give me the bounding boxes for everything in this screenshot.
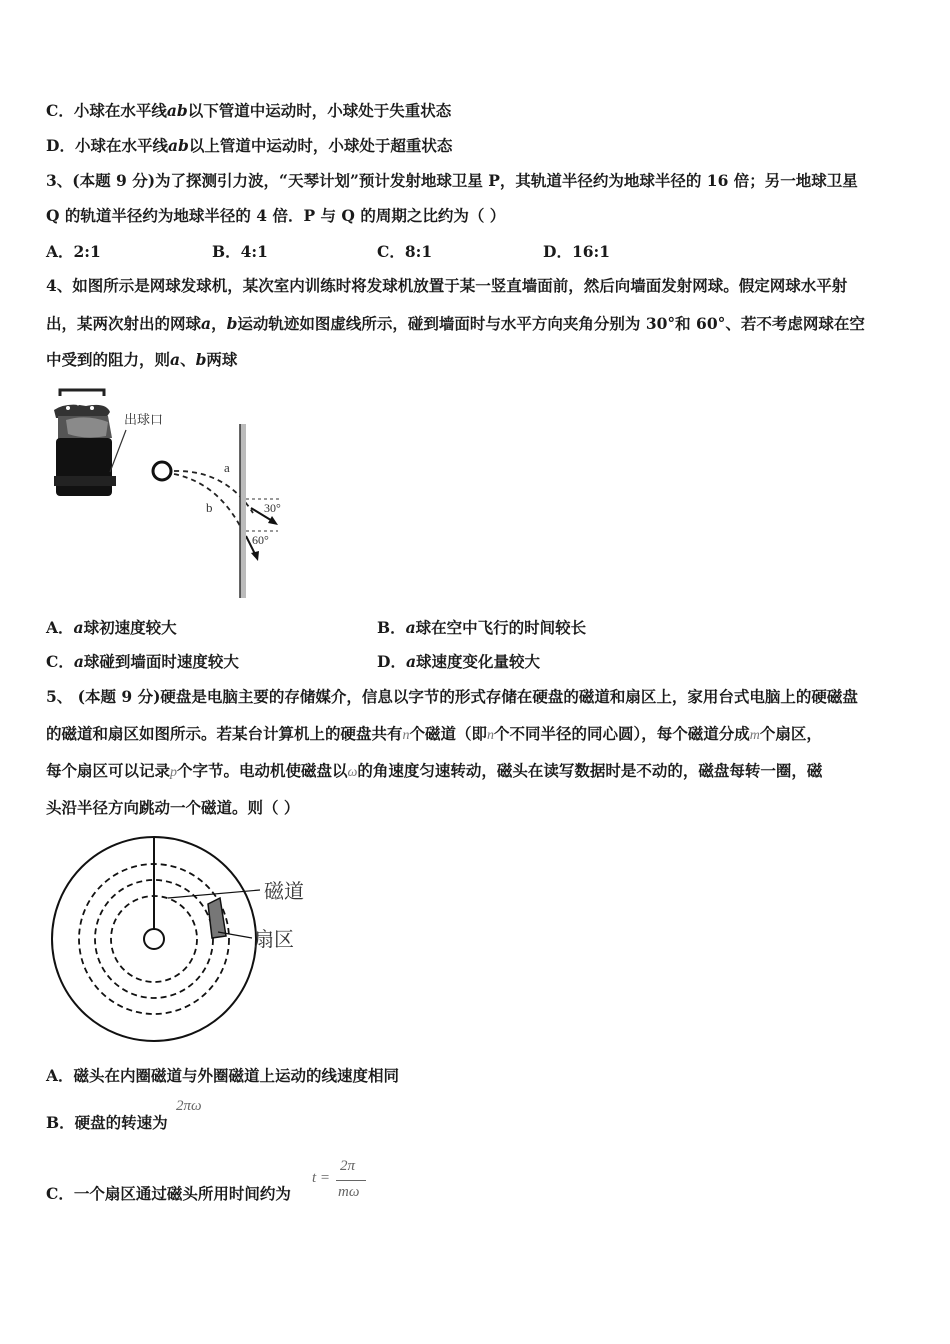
label-b: b: [206, 500, 213, 515]
q5-option-c: C．一个扇区通过磁头所用时间约为: [46, 1184, 291, 1203]
q5-option-b: B．硬盘的转速为: [46, 1113, 168, 1132]
ball-machine-icon: [54, 390, 116, 496]
q4-line2: 出，某两次射出的网球a，b运动轨迹如图虚线所示，碰到墙面时与水平方向夹角分别为 30°和 60°、若不考虑网球在空: [46, 314, 865, 333]
q5-option-c-lhs: t =: [312, 1170, 331, 1186]
q3-option-c: C．8:1: [377, 242, 433, 261]
label-outlet: 出球口: [124, 412, 164, 427]
q5-option-c-numerator: 2π: [340, 1158, 356, 1174]
q4-option-d: D．a球速度变化量较大: [377, 652, 541, 671]
option-c-prev: C．小球在水平线ab以下管道中运动时，小球处于失重状态: [46, 101, 452, 120]
q5-line4: 头沿半径方向跳动一个磁道。则（ ）: [46, 798, 300, 817]
q4-option-b: B．a球在空中飞行的时间较长: [377, 618, 587, 637]
q3-line2: Q 的轨道半径约为地球半径的 4 倍．P 与 Q 的周期之比约为（ ）: [46, 206, 506, 225]
wall: [240, 424, 246, 598]
ball-outlet-icon: [153, 462, 171, 480]
q5-line3: 每个扇区可以记录p个字节。电动机使磁盘以ω的角速度匀速转动，磁头在读写数据时是不动的，磁盘每转一圈，磁: [46, 761, 823, 780]
q4-option-a: A．a球初速度较大: [46, 618, 177, 637]
disk-spindle: [144, 929, 164, 949]
q5-option-b-expr: 2πω: [176, 1098, 202, 1114]
sector-highlight: [208, 898, 226, 938]
q3-option-a: A．2:1: [46, 242, 101, 261]
label-sector: 扇区: [254, 929, 294, 951]
q5-option-c-denominator: mω: [338, 1184, 360, 1200]
q3-line1: 3、(本题 9 分)为了探测引力波，“天琴计划”预计发射地球卫星 P，其轨道半径约为地球半径的 16 倍；另一地球卫星: [46, 171, 858, 190]
angle-30: 30°: [264, 501, 281, 515]
label-track: 磁道: [264, 881, 304, 903]
q3-option-d: D．16:1: [543, 242, 611, 261]
fraction-bar: [336, 1180, 366, 1181]
hard-disk-figure: [46, 832, 326, 1047]
label-a: a: [224, 460, 230, 475]
q4-line1: 4、如图所示是网球发球机，某次室内训练时将发球机放置于某一竖直墙面前，然后向墙面发射网球。假定网球水平射: [46, 276, 848, 295]
tennis-machine-figure: [46, 388, 296, 603]
option-d-prev: D．小球在水平线ab以上管道中运动时，小球处于超重状态: [46, 136, 453, 155]
q4-line3: 中受到的阻力，则a、b两球: [46, 350, 238, 369]
q3-option-b: B．4:1: [212, 242, 268, 261]
q4-option-c: C．a球碰到墙面时速度较大: [46, 652, 239, 671]
q5-line1: 5、 (本题 9 分)硬盘是电脑主要的存储媒介，信息以字节的形式存储在硬盘的磁道和扇区上，家用台式电脑上的硬磁盘: [46, 687, 858, 706]
q5-option-a: A．磁头在内圈磁道与外圈磁道上运动的线速度相同: [46, 1066, 400, 1085]
angle-60: 60°: [252, 533, 269, 547]
q5-line2: 的磁道和扇区如图所示。若某台计算机上的硬盘共有n个磁道（即n个不同半径的同心圆），每个磁道分成m个扇区，: [46, 724, 822, 743]
